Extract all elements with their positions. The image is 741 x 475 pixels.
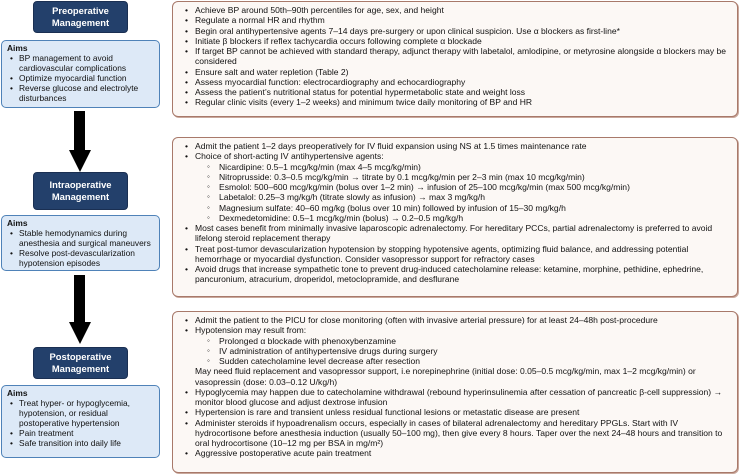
preoperative-details-list — [183, 5, 731, 108]
preoperative-header-line1: Preoperative — [52, 4, 109, 16]
detail-item: • Assess the patient’s nutritional status for potential hypermetabolic state and weight loss — [183, 87, 731, 97]
detail-item: • Hypertension is rare and transient unless residual functional lesions or metastatic disease are present — [183, 407, 731, 417]
down-arrow-icon — [69, 111, 91, 171]
detail-item-agents — [183, 151, 731, 223]
postoperative-details-list — [183, 315, 731, 459]
postoperative-header-line2: Management — [51, 363, 110, 374]
hypotension-causes-list — [195, 336, 731, 367]
detail-item: • Aggressive postoperative acute pain treatment — [183, 448, 731, 458]
agent-item: ◦ Magnesium sulfate: 40–60 mg/kg (bolus over 10 min) followed by infusion of 15–30 mg/kg/h — [195, 203, 731, 213]
intraoperative-header-line1: Intraoperative — [49, 178, 112, 190]
intraoperative-header-line2: Management — [51, 191, 110, 202]
postoperative-details-box — [172, 311, 738, 473]
detail-item: • Administer steroids if hypoadrenalism occurs, especially in cases of bilateral adrenalectomy and hereditary PPGLs. Start with IV hydrocortisone before anesthesia induction (usually 50–100 mg), then give every 8 hours. Taper over the next 24–48 hours and transition to oral hydrocortisone (10–12 mg per BSA in mg/m²) — [183, 418, 731, 449]
aim-item: • Optimize myocardial function — [7, 73, 155, 83]
detail-item: • Regulate a normal HR and rhythm — [183, 15, 731, 25]
detail-item: • If target BP cannot be achieved with standard therapy, adjunct therapy with labetalol, amlodipine, or metyrosine alongside α blockers may be considered — [183, 46, 731, 67]
aim-item: • Stable hemodynamics during anesthesia and surgical maneuvers — [7, 228, 155, 248]
detail-item: • Assess myocardial function: electrocardiography and echocardiography — [183, 77, 731, 87]
aims-title: Aims — [7, 43, 28, 53]
aim-item: • Resolve post-devascularization hypotension episodes — [7, 248, 155, 268]
detail-item: • Ensure salt and water repletion (Table 2) — [183, 67, 731, 77]
intraoperative-details-list — [183, 141, 731, 285]
detail-item: • Most cases benefit from minimally invasive laparoscopic adrenalectomy. For hereditary PCCs, partial adrenalectomy is preferred to avoid lifelong steroid replacement therapy — [183, 223, 731, 244]
agents-list — [195, 162, 731, 224]
detail-item: • Admit the patient to the PICU for close monitoring (often with invasive arterial pressure) for at least 24–48h post-procedure — [183, 315, 731, 325]
agents-heading: Choice of short-acting IV antihypertensive agents: — [195, 151, 384, 162]
detail-item: • Admit the patient 1–2 days preoperatively for IV fluid expansion using NS at 1.5 times maintenance rate — [183, 141, 731, 151]
detail-item: • Initiate β blockers if reflex tachycardia occurs following complete α blockade — [183, 36, 731, 46]
aim-item: • Reverse glucose and electrolyte disturbances — [7, 83, 155, 103]
preoperative-header-line2: Management — [51, 17, 110, 28]
detail-item: • Treat post-tumor devascularization hypotension by stopping hypotensive agents, optimizing fluid balance, and addressing potential hemorrhage or myocardial dysfunction. Consider vasopressor support for refractory cases — [183, 244, 731, 265]
preoperative-aims-box — [1, 40, 160, 108]
cause-item: ◦ Sudden catecholamine level decrease after resection — [195, 356, 731, 366]
postoperative-header-line1: Postoperative — [49, 350, 112, 362]
hypotension-note: May need fluid replacement and vasopressor support, i.e norepinephrine (initial dose: 0.05–0.5 mcg/kg/min, max 1–2 mcg/kg/min) or vasopressin (dose: 0.03–0.12 U/kg/h) — [195, 366, 696, 387]
down-arrow-icon — [69, 275, 91, 343]
postoperative-aims-list — [7, 398, 155, 448]
intraoperative-details-box — [172, 137, 738, 297]
preoperative-aims-list — [7, 53, 155, 103]
aim-item: • Safe transition into daily life — [7, 438, 155, 448]
aim-item: • Treat hyper- or hypoglycemia, hypotension, or residual postoperative hypertension — [7, 398, 155, 428]
detail-item: • Hypoglycemia may happen due to catecholamine withdrawal (rebound hyperinsulinemia after cessation of pancreatic β-cell suppression) → monitor blood glucose and adjust dextrose infusion — [183, 387, 731, 408]
agent-item: ◦ Esmolol: 500–600 mcg/kg/min (bolus over 1–2 min) → infusion of 25–100 mcg/kg/min (max 500 mcg/kg/min) — [195, 182, 731, 192]
aims-title: Aims — [7, 218, 28, 228]
intraoperative-aims-list — [7, 228, 155, 268]
aim-item: • BP management to avoid cardiovascular complications — [7, 53, 155, 73]
detail-item: • Avoid drugs that increase sympathetic tone to prevent drug-induced catecholamine release: ketamine, morphine, pethidine, ephedrine, pancuronium, atracurium, droperidol, metoclopramide, and desflurane — [183, 264, 731, 285]
detail-item: • Regular clinic visits (every 1–2 weeks) and minimum twice daily monitoring of BP and HR — [183, 97, 731, 107]
aim-item: • Pain treatment — [7, 428, 155, 438]
hypotension-heading: Hypotension may result from: — [195, 325, 307, 336]
agent-item: ◦ Nitroprusside: 0.3–0.5 mcg/kg/min → titrate by 0.1 mcg/kg/min per 2–3 min (max 10 mcg/kg/min) — [195, 172, 731, 182]
preoperative-details-box — [172, 1, 738, 117]
agent-item: ◦ Dexmedetomidine: 0.5–1 mcg/kg/min (bolus) → 0.2–0.5 mg/kg/h — [195, 213, 731, 223]
aims-title: Aims — [7, 388, 28, 398]
postoperative-header — [33, 347, 128, 379]
cause-item: ◦ IV administration of antihypertensive drugs during surgery — [195, 346, 731, 356]
preoperative-header — [33, 1, 128, 33]
postoperative-aims-box — [1, 385, 160, 458]
detail-item: • Begin oral antihypertensive agents 7–14 days pre-surgery or upon clinical suspicion. Use α blockers as first-line* — [183, 26, 731, 36]
detail-item: • Achieve BP around 50th–90th percentiles for age, sex, and height — [183, 5, 731, 15]
intraoperative-header — [33, 172, 128, 210]
intraoperative-aims-box — [1, 215, 160, 271]
agent-item: ◦ Labetalol: 0.25–3 mg/kg/h (titrate slowly as infusion) → max 3 mg/kg/h — [195, 192, 731, 202]
agent-item: ◦ Nicardipine: 0.5–1 mcg/kg/min (max 4–5 mcg/kg/min) — [195, 162, 731, 172]
cause-item: ◦ Prolonged α blockade with phenoxybenzamine — [195, 336, 731, 346]
detail-item-hypotension — [183, 325, 731, 387]
